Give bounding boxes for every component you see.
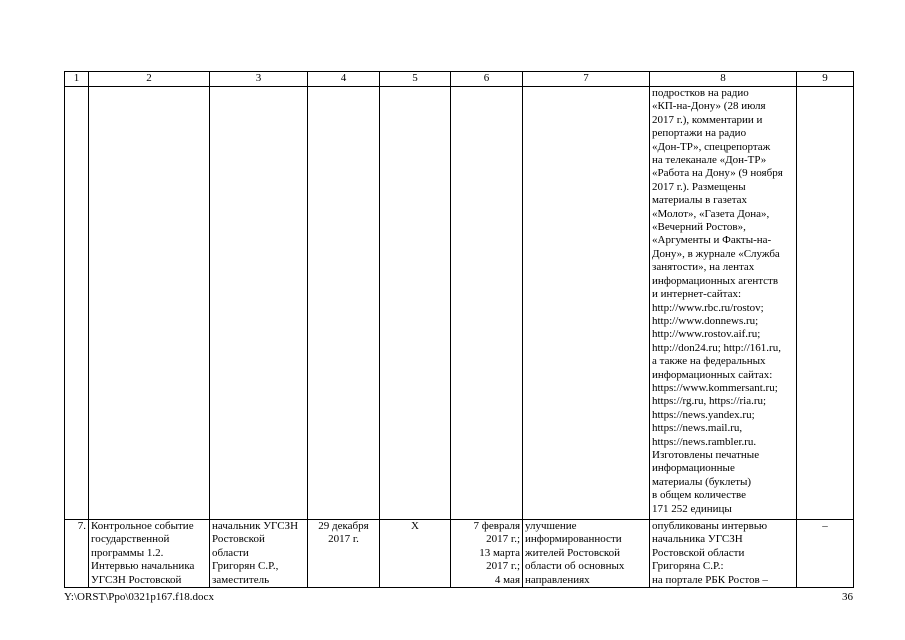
document-table [64, 71, 854, 588]
header-cell: 9 [797, 72, 854, 87]
header-cell: 1 [65, 72, 89, 87]
table-cell [523, 87, 650, 520]
table-header-row [65, 72, 854, 87]
header-cell: 8 [650, 72, 797, 87]
page-number: 36 [842, 591, 853, 603]
results-cell: опубликованы интервью начальника УГСЗН Ростовской области Григоряна С.Р.: на портале РБК Ростов – [650, 520, 797, 588]
row-number-cell: 7. [65, 520, 89, 588]
marker-cell: X [380, 520, 451, 588]
footer-file-path: Y:\ORST\Ppo\0321p167.f18.docx [64, 591, 214, 603]
header-cell: 6 [451, 72, 523, 87]
table-cell [797, 87, 854, 520]
table-row-continuation [65, 87, 854, 520]
planned-date-cell: 29 декабря 2017 г. [308, 520, 380, 588]
table-cell [308, 87, 380, 520]
header-cell: 4 [308, 72, 380, 87]
actual-date-cell: 7 февраля 2017 г.; 13 марта 2017 г.; 4 мая [451, 520, 523, 588]
table-row-7 [65, 520, 854, 588]
results-cell: подростков на радио «КП-на-Дону» (28 июля 2017 г.), комментарии и репортажи на радио «Дон-ТР», спецрепортаж на телеканале «Дон-ТР» «Работа на Дону» (9 ноября 2017 г.). Размещены материалы в газетах «Молот», «Газета Дона», «Вечерний Ростов», «Аргументы и Факты-на- Дону», в журнале «Служба занятости», на лентах информационных агентств и интернет-сайтах: http://www.rbc.ru/rostov; http://www.donnews.ru; http://www.rostov.aif.ru; http://don24.ru; http://161.ru, а также на федеральных информационных сайтах: https://www.kommersant.ru; https://rg.ru, https://ria.ru; https://news.yandex.ru; https://news.mail.ru, https://news.rambler.ru. Изготовлены печатные информационные материалы (буклеты) в общем количестве 171 252 единицы [650, 87, 797, 520]
table-cell [451, 87, 523, 520]
header-cell: 2 [89, 72, 210, 87]
event-name-cell: Контрольное событие государственной программы 1.2. Интервью начальника УГСЗН Ростовской [89, 520, 210, 588]
table-cell [89, 87, 210, 520]
expected-result-cell: улучшение информированности жителей Ростовской области об основных направлениях [523, 520, 650, 588]
notes-cell: – [797, 520, 854, 588]
header-cell: 7 [523, 72, 650, 87]
table-cell [210, 87, 308, 520]
header-cell: 5 [380, 72, 451, 87]
responsible-cell: начальник УГСЗН Ростовской области Григорян С.Р., заместитель [210, 520, 308, 588]
table-cell [380, 87, 451, 520]
header-cell: 3 [210, 72, 308, 87]
table-cell [65, 87, 89, 520]
